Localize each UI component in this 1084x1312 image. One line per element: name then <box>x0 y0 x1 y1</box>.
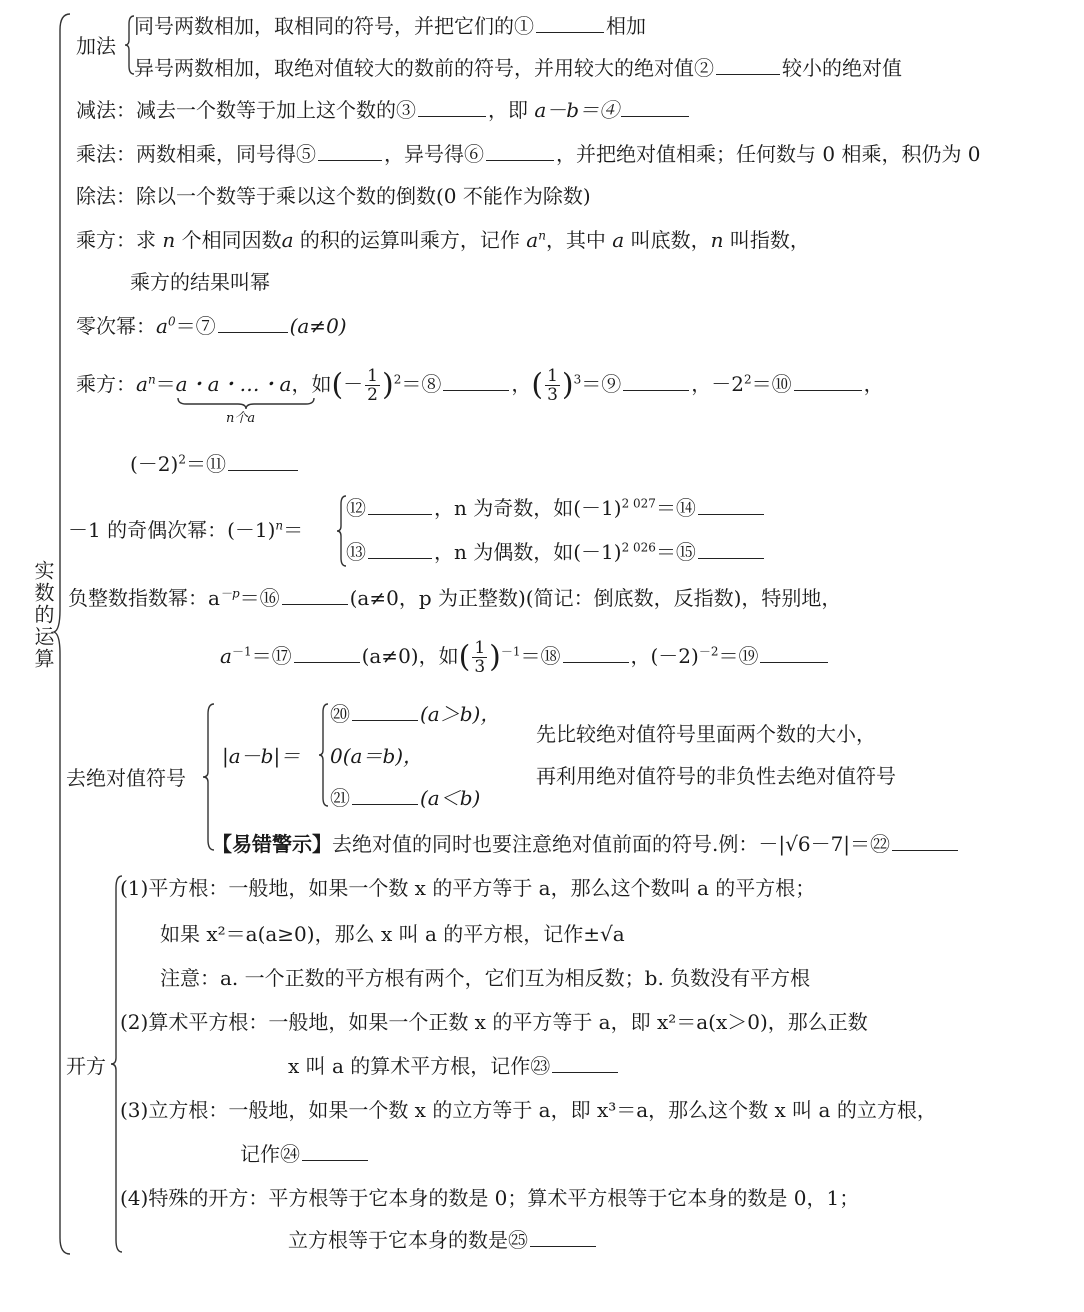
root-special-cube: 立方根等于它本身的数是㉕ <box>288 1226 598 1254</box>
abs-case-21: ㉑ (a＜b) <box>330 786 481 810</box>
abs-lhs: |a－b|＝ <box>222 744 301 768</box>
pow-examples: 乘方：$a^n=a$・a・…・a，如(－ $\frac{1}{2}$ )$^2$＝⑧ ，( $\frac{1}{3}$ )$^3$＝⑨ ，$-2^2=⑩$ ， <box>76 366 884 405</box>
root-square-note: 注意：a. 一个正数的平方根有两个，它们互为相反数；b. 负数没有平方根 <box>160 966 811 990</box>
neg-exponent-examples: $a^{-1}=⑰$ (a≠0)，如( $\frac{1}{3}$ )$^{-1}$＝⑱ ，$(-2)^{-2}=⑲$ <box>220 634 830 680</box>
abs-warning: 【易错警示】去绝对值的同时也要注意绝对值前面的符号.例：－|√6－7|＝㉒ <box>212 830 960 858</box>
blank-15[interactable] <box>698 538 764 559</box>
blank-10[interactable] <box>794 370 862 391</box>
root-arith-def: (2)算术平方根：一般地，如果一个正数 x 的平方等于 a，即 x²＝a(x＞0)，那么正数 <box>120 1010 868 1034</box>
abs-label: 去绝对值符号 <box>66 766 186 790</box>
blank-6[interactable] <box>486 140 554 161</box>
abs-inner-brace <box>318 702 330 808</box>
fraction-third-2: $\frac{1}{3}$ <box>474 638 486 677</box>
neg-one-power: －1 的奇偶次幂：$(-1)^n=$ <box>68 518 304 542</box>
blank-1[interactable] <box>536 12 604 33</box>
blank-8[interactable] <box>443 370 509 391</box>
blank-11[interactable] <box>228 450 298 471</box>
root-square-notation: 如果 x²＝a(a≥0)，那么 x 叫 a 的平方根，记作±√a <box>160 922 625 946</box>
blank-17[interactable] <box>294 642 360 663</box>
root-special: (4)特殊的开方：平方根等于它本身的数是 0；算术平方根等于它本身的数是 0，1； <box>120 1186 860 1210</box>
neg-one-odd: ⑫ ，n 为奇数，如$(-1)^{2 027}=⑭$ <box>346 494 766 522</box>
root-cube-def: (3)立方根：一般地，如果一个数 x 的立方等于 a，即 x³＝a，那么这个数 x 叫 a 的立方根， <box>120 1098 937 1122</box>
sub-rule: 减法：减去一个数等于加上这个数的③ ，即 a－b＝④ <box>76 96 691 124</box>
blank-13[interactable] <box>368 538 432 559</box>
root-square-def: (1)平方根：一般地，如果一个数 x 的平方等于 a，那么这个数叫 a 的平方根； <box>120 876 816 900</box>
blank-24[interactable] <box>302 1140 368 1161</box>
root-arith-notation: x 叫 a 的算术平方根，记作㉓ <box>288 1052 620 1080</box>
blank-21[interactable] <box>352 784 418 805</box>
abs-tip-1: 先比较绝对值符号里面两个数的大小， <box>536 722 876 746</box>
zero-power: 零次幂：$a^0=⑦$ (a≠0) <box>76 314 347 338</box>
root-label: 开方 <box>66 1054 106 1078</box>
blank-12[interactable] <box>368 494 432 515</box>
neg-one-even: ⑬ ，n 为偶数，如$(-1)^{2 026}=⑮$ <box>346 538 766 566</box>
mul-rule: 乘法：两数相乘，同号得⑤ ，异号得⑥ ，并把绝对值相乘；任何数与 0 相乘，积仍为 0 <box>76 142 981 166</box>
add-rule-diff-sign: 异号两数相加，取绝对值较大的数前的符号，并用较大的绝对值② 较小的绝对值 <box>134 56 902 80</box>
blank-25[interactable] <box>530 1226 596 1247</box>
blank-19[interactable] <box>760 642 828 663</box>
abs-case-zero: 0(a＝b)， <box>330 744 424 768</box>
blank-14[interactable] <box>698 494 764 515</box>
pow-example-11: $(-2)^2=⑪$ <box>130 450 300 478</box>
pow-def: 乘方：求 n 个相同因数a 的积的运算叫乘方，记作 $a^n$，其中 a 叫底数，n 叫指数， <box>76 228 810 252</box>
abs-case-20: ⑳ (a＞b)， <box>330 702 501 726</box>
fraction-third: $\frac{1}{3}$ <box>547 366 558 405</box>
blank-5[interactable] <box>318 140 382 161</box>
blank-2[interactable] <box>716 54 780 75</box>
blank-3[interactable] <box>418 96 486 117</box>
underbrace <box>176 396 316 410</box>
pow-def-2: 乘方的结果叫幂 <box>130 270 270 294</box>
underbrace-label: n个a <box>226 411 256 426</box>
div-rule: 除法：除以一个数等于乘以这个数的倒数(0 不能作为除数) <box>76 184 591 208</box>
blank-4[interactable] <box>621 96 689 117</box>
add-label: 加法 <box>76 34 116 58</box>
main-title: 实数的运算 <box>31 560 55 670</box>
abs-tip-2: 再利用绝对值符号的非负性去绝对值符号 <box>536 764 896 788</box>
fraction-half: $\frac{1}{2}$ <box>367 366 378 405</box>
blank-22[interactable] <box>892 830 958 851</box>
neg-exponent: 负整数指数幂：$a^{-p}=⑯$ (a≠0，p 为正整数)(简记：倒底数，反指数)，特别地， <box>68 586 842 610</box>
blank-7[interactable] <box>218 312 288 333</box>
blank-16[interactable] <box>282 584 348 605</box>
add-rule-same-sign: 同号两数相加，取相同的符号，并把它们的① 相加 <box>134 14 646 38</box>
root-cube-notation: 记作㉔ <box>240 1140 370 1168</box>
blank-20[interactable] <box>352 700 418 721</box>
blank-23[interactable] <box>552 1052 618 1073</box>
blank-9[interactable] <box>623 370 689 391</box>
blank-18[interactable] <box>563 642 629 663</box>
